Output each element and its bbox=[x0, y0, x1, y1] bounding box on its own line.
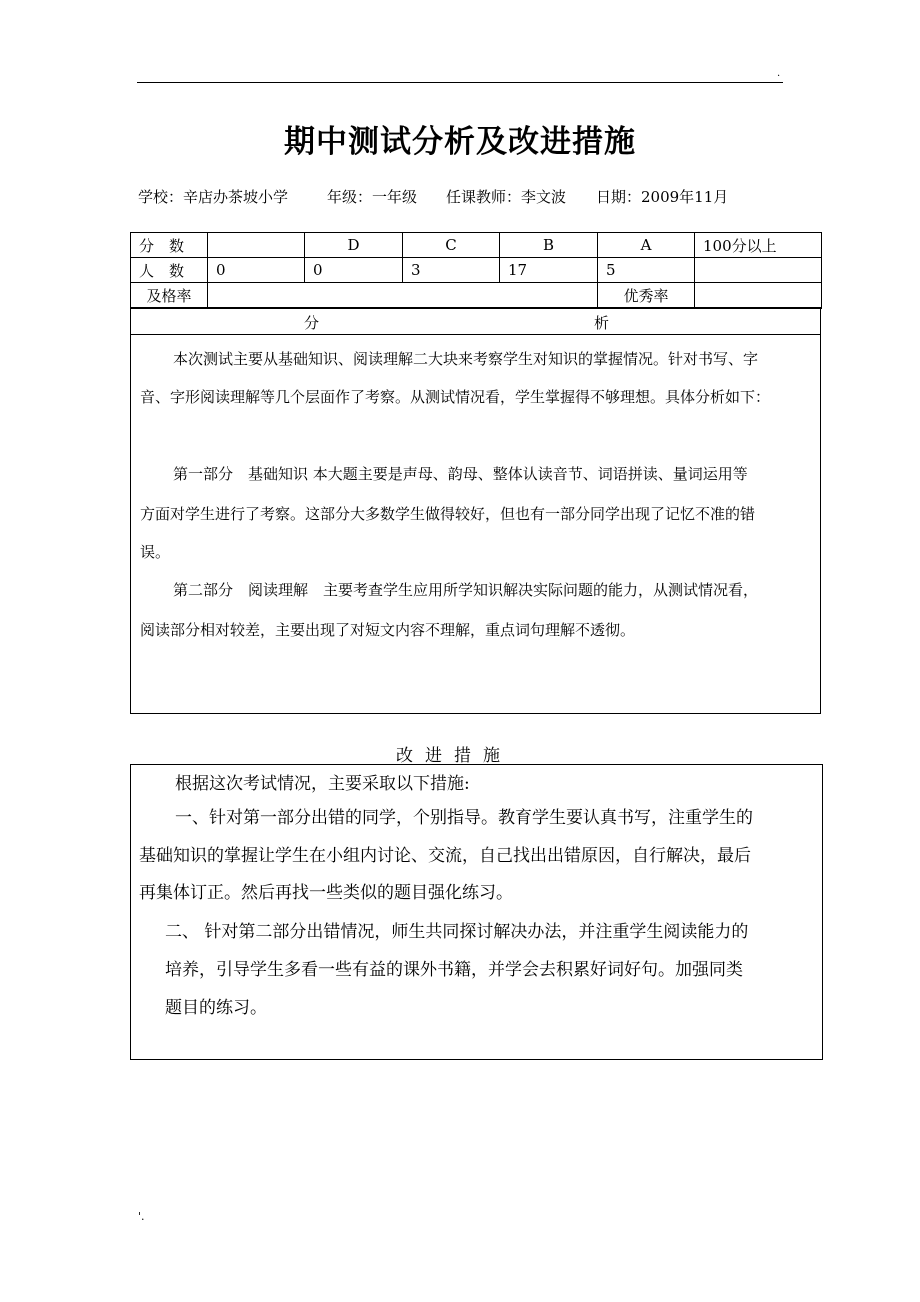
analysis-line: 阅读部分相对较差，主要出现了对短文内容不理解，重点词句理解不透彻。 bbox=[140, 621, 636, 639]
table-row-rate bbox=[131, 283, 822, 309]
info-teacher: 任课教师：李文波 bbox=[446, 188, 567, 206]
footer-mark: '. bbox=[138, 1210, 145, 1223]
count-cell-c: 3 bbox=[403, 258, 500, 283]
count-cell-b: 17 bbox=[500, 258, 598, 283]
measures-line: 再集体订正。然后再找一些类似的题目强化练习。 bbox=[139, 883, 513, 903]
header-dot: . bbox=[777, 68, 781, 79]
count-cell-100-plus bbox=[695, 258, 822, 283]
count-cell-d: 0 bbox=[305, 258, 403, 283]
count-label-cell: 人 数 bbox=[131, 258, 208, 283]
analysis-line: 第二部分 阅读理解 主要考查学生应用所学知识解决实际问题的能力，从测试情况看， bbox=[173, 581, 759, 599]
pass-rate-value bbox=[208, 283, 598, 309]
measures-line: 题目的练习。 bbox=[165, 998, 267, 1018]
measures-line: 二、 针对第二部分出错情况，师生共同探讨解决办法，并注重学生阅读能力的 bbox=[165, 922, 749, 942]
measures-line: 基础知识的掌握让学生在小组内讨论、交流，自己找出出错原因，自行解决，最后 bbox=[139, 846, 751, 866]
analysis-line: 第一部分 基础知识 本大题主要是声母、韵母、整体认读音节、词语拼读、量词运用等 bbox=[173, 465, 748, 483]
measures-line: 根据这次考试情况，主要采取以下措施: bbox=[175, 774, 470, 794]
analysis-header-left: 分 bbox=[304, 314, 320, 332]
page-title: 期中测试分析及改进措施 bbox=[284, 124, 636, 160]
score-cell-b: B bbox=[500, 233, 598, 258]
measures-line: 培养，引导学生多看一些有益的课外书籍，并学会去积累好词好句。加强同类 bbox=[165, 960, 743, 980]
count-cell-a: 5 bbox=[598, 258, 695, 283]
table-row-count bbox=[131, 258, 822, 283]
measures-title: 改进措施 bbox=[396, 746, 512, 766]
info-date: 日期：2009年11月 bbox=[596, 188, 729, 206]
score-cell bbox=[208, 233, 305, 258]
analysis-header-right: 析 bbox=[594, 314, 610, 332]
excellent-rate-label: 优秀率 bbox=[598, 283, 695, 309]
info-school: 学校：辛店办茶坡小学 bbox=[138, 188, 289, 206]
header-rule bbox=[137, 82, 783, 83]
analysis-line: 方面对学生进行了考察。这部分大多数学生做得较好，但也有一部分同学出现了记忆不准的错 bbox=[140, 505, 756, 523]
count-cell: 0 bbox=[208, 258, 305, 283]
excellent-rate-value bbox=[695, 283, 822, 309]
score-cell-d: D bbox=[305, 233, 403, 258]
measures-line: 一、针对第一部分出错的同学，个别指导。教育学生要认真书写，注重学生的 bbox=[175, 808, 753, 828]
score-cell-c: C bbox=[403, 233, 500, 258]
analysis-header bbox=[130, 307, 821, 335]
table-row-score bbox=[131, 233, 822, 258]
score-label-cell: 分 数 bbox=[131, 233, 208, 258]
analysis-line: 误。 bbox=[140, 543, 171, 561]
analysis-line: 音、字形阅读理解等几个层面作了考察。从测试情况看，学生掌握得不够理想。具体分析如下： bbox=[140, 388, 771, 406]
analysis-body bbox=[130, 333, 821, 714]
score-cell-a: A bbox=[598, 233, 695, 258]
pass-rate-label: 及格率 bbox=[131, 283, 208, 309]
measures-body bbox=[130, 764, 823, 1060]
info-grade: 年级：一年级 bbox=[327, 188, 418, 206]
score-cell-100-plus: 100分以上 bbox=[695, 233, 822, 258]
score-table bbox=[130, 232, 822, 309]
analysis-line: 本次测试主要从基础知识、阅读理解二大块来考察学生对知识的掌握情况。针对书写、字 bbox=[173, 350, 759, 368]
